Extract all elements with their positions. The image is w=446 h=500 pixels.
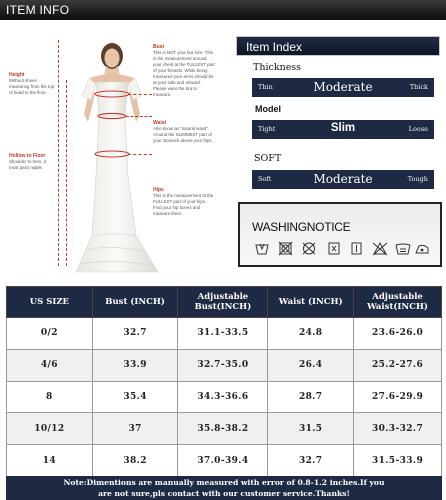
model-value: Slim (330, 122, 356, 134)
item-index-title: Item Index (246, 40, 303, 54)
model-label: Model (255, 104, 281, 114)
care-symbols (254, 240, 430, 256)
hollow-guide-line (66, 80, 67, 266)
hand-wash-icon (256, 244, 268, 254)
bust-annotation (153, 44, 215, 98)
hips-title: Hips (153, 187, 164, 193)
cell-adjustable-bust: 35.8-38.2 (178, 413, 268, 445)
size-chart-table (6, 286, 442, 477)
cell-bust: 38.2 (92, 445, 178, 477)
bust-pointer (128, 94, 152, 95)
cell-bust: 35.4 (92, 381, 178, 413)
table-row (7, 413, 442, 445)
waist-text: Also know as "natural waist". Around the SLIMMEST part of your stomach above your hips. (153, 126, 213, 143)
cell-us-size: 14 (7, 445, 93, 477)
hollow-title: Hollow to Floor (9, 153, 46, 159)
item-info-title: ITEM INFO (6, 3, 70, 17)
washing-title-thin: NOTICE (306, 220, 351, 234)
cell-adjustable-waist: 27.6-29.9 (354, 381, 442, 413)
thickness-scale (252, 78, 434, 97)
hips-annotation (153, 187, 215, 217)
table-row (7, 445, 442, 477)
cell-us-size: 10/12 (7, 413, 93, 445)
table-row (7, 349, 442, 381)
washing-notice-panel (238, 202, 442, 267)
no-wring-icon (329, 243, 339, 254)
header-bust: Bust (INCH) (92, 287, 178, 318)
cell-waist: 24.8 (268, 318, 354, 350)
line-dry-icon (352, 243, 361, 254)
no-bleach-icon (373, 243, 387, 255)
cell-adjustable-waist: 30.3-32.7 (354, 413, 442, 445)
waist-annotation (153, 120, 215, 144)
cell-waist: 31.5 (268, 413, 354, 445)
header-us-size: US SIZE (7, 287, 93, 318)
bust-text: This is NOT your bra size. This is the measurement around your chest at the FULLEST part of your breasts. While being measured your arms should be at your side and relaxed. Please wear the bra to measure. (153, 50, 215, 97)
no-tumble-dry-icon (279, 242, 292, 255)
bust-title: Bust (153, 44, 165, 50)
header-adjustable-bust: Adjustable Bust(INCH) (178, 287, 268, 318)
thickness-max: Thick (409, 83, 428, 91)
cell-bust: 37 (92, 413, 178, 445)
cell-us-size: 0/2 (7, 318, 93, 350)
header-adjustable-waist: Adjustable Waist(INCH) (354, 287, 442, 318)
table-row (7, 318, 442, 350)
thickness-min: Thin (258, 83, 273, 91)
waist-title: Waist (153, 120, 167, 126)
cell-waist: 26.4 (268, 349, 354, 381)
cell-adjustable-bust: 31.1-33.5 (178, 318, 268, 350)
washing-title-bold: WASHING (252, 220, 307, 234)
height-annotation (9, 72, 55, 96)
item-info-header (0, 0, 446, 20)
cell-adjustable-bust: 37.0-39.4 (178, 445, 268, 477)
thickness-label: Thickness (253, 62, 302, 73)
table-header-row (7, 287, 442, 318)
cell-bust: 33.9 (92, 349, 178, 381)
soft-scale (252, 170, 434, 189)
cell-waist: 32.7 (268, 445, 354, 477)
hollow-annotation (9, 153, 55, 171)
cell-adjustable-waist: 23.6-26.0 (354, 318, 442, 350)
cell-adjustable-waist: 31.5-33.9 (354, 445, 442, 477)
cell-adjustable-waist: 25.2-27.6 (354, 349, 442, 381)
soft-min: Soft (258, 175, 272, 183)
note-line-2: are not sure,pls contact with our customer service.Thanks! (98, 489, 350, 498)
waist-pointer (126, 116, 152, 117)
iron-low-icon (416, 245, 428, 253)
hollow-text: Shoulder to hem, it must pass nipple. (9, 159, 46, 170)
soft-value: Moderate (313, 172, 373, 186)
thickness-value: Moderate (313, 80, 373, 94)
cell-us-size: 8 (7, 381, 93, 413)
model-max: Loose (408, 125, 428, 133)
model-min: Tight (258, 125, 276, 133)
washing-notice-title (252, 220, 350, 234)
no-dry-clean-icon (303, 243, 315, 254)
cell-waist: 28.7 (268, 381, 354, 413)
hips-pointer (128, 154, 152, 155)
cell-adjustable-bust: 32.7-35.0 (178, 349, 268, 381)
model-scale (252, 120, 434, 139)
height-guide-line (58, 40, 59, 266)
soft-label: SOFT (254, 153, 282, 164)
header-waist: Waist (INCH) (268, 287, 354, 318)
cell-us-size: 4/6 (7, 349, 93, 381)
hips-text: This is the measurement at the FULLEST part of your hips. Find your hip bones and measure them. (153, 193, 214, 216)
height-title: Height (9, 72, 25, 78)
soft-max: Tough (407, 175, 428, 183)
table-row (7, 381, 442, 413)
cell-bust: 32.7 (92, 318, 178, 350)
note-line-1: Note:Dimentions are manually measured with error of 0.8-1.2 inches.If you (63, 478, 385, 487)
machine-wash-30-icon (396, 244, 410, 254)
height-text: Without shoes measuring from the top of head to the floor. (9, 78, 55, 95)
cell-adjustable-bust: 34.3-36.6 (178, 381, 268, 413)
measurement-note (6, 476, 442, 500)
item-index-banner (236, 36, 440, 56)
